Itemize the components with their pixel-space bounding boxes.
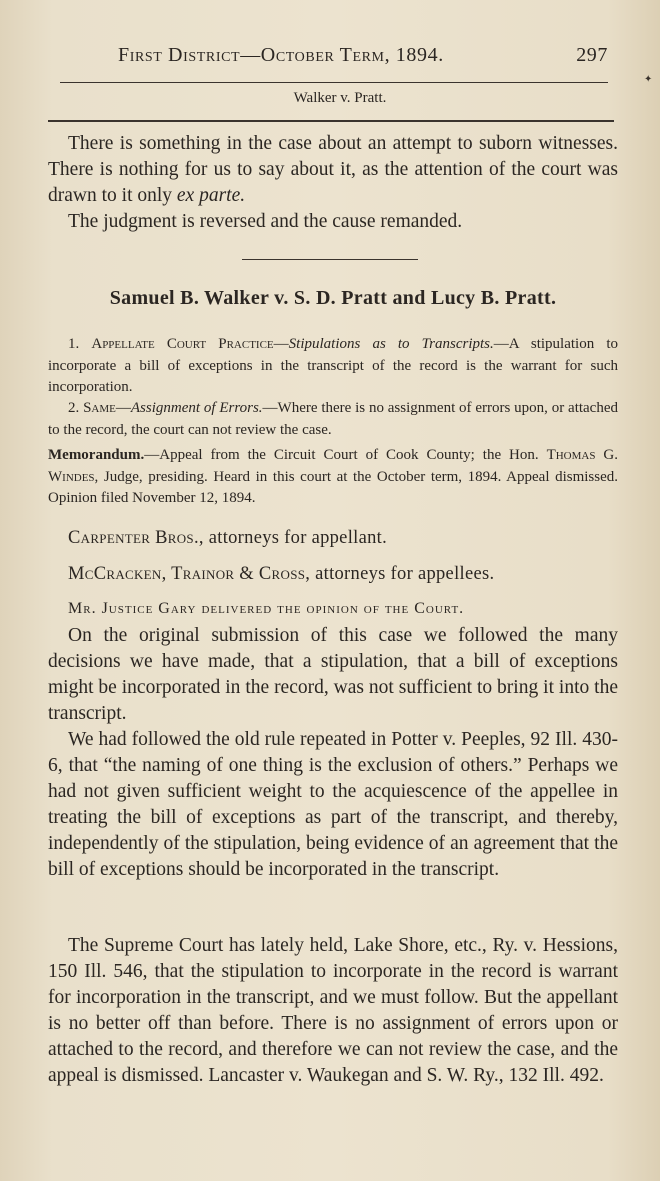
section-divider: [242, 259, 418, 260]
headnote-2: [48, 398, 618, 441]
prior-opinion-italic: ex parte.: [176, 185, 246, 206]
judgment-paragraph: The judgment is reversed and the cause remanded.: [68, 211, 463, 232]
headnote-topic: Same—: [83, 400, 131, 416]
memorandum: [48, 445, 618, 510]
header-rule-bottom: [48, 120, 614, 122]
page-number: 297: [576, 44, 608, 66]
case-title: Samuel B. Walker v. S. D. Pratt and Lucy B. Pratt.: [109, 287, 557, 309]
headnote-text: —A stipulation to incorporate a bill of exceptions in the transcript of the record is the warrant for such incorporation.: [48, 336, 618, 395]
headnote-1: [48, 334, 618, 399]
judge-name: Thomas G. Windes: [48, 447, 618, 485]
case-subhead: Walker v. Pratt.: [293, 90, 387, 106]
opinion-heading: Mr. Justice Gary delivered the opinion of the Court.: [68, 600, 465, 617]
opinion-paragraph-2: We had followed the old rule repeated in Potter v. Peeples, 92 Ill. 430-6, that “the naming of one thing is the exclusion of others.” Perhaps we had not given sufficient weight to the acquiescence of the appellee in treating the bill of exceptions as part of the transcript, and thereby, independently of the stipulation, being evidence of an agreement that the bill of exceptions should be incorporated in the transcript.: [48, 729, 618, 880]
headnote-topic-italic: Stipulations as to Transcripts.: [288, 336, 494, 352]
headnote-text: —Where there is no assignment of errors upon, or attached to the record, the court can not review the case.: [48, 400, 619, 438]
headnote-topic-italic: Assignment of Errors.: [130, 400, 263, 416]
header-rule-top: [60, 82, 608, 83]
prior-opinion-paragraph: [48, 131, 618, 209]
prior-opinion-text: There is something in the case about an attempt to suborn witnesses. There is nothing for us to say about it, as the attention of the court was drawn to it only: [48, 133, 618, 206]
opinion-paragraph-1: On the original submission of this case we followed the many decisions we have made, that a stipulation, that a bill of exceptions might be incorporated in the record, was not sufficient to bring it into the transcript.: [48, 625, 618, 724]
margin-mark: ✦: [644, 74, 653, 85]
appellee-firm: McCracken, Trainor & Cross: [68, 564, 306, 584]
running-title: First District—October Term, 1894.: [118, 44, 444, 66]
running-head: [118, 44, 608, 67]
appellee-role: , attorneys for appellees.: [305, 564, 495, 584]
opinion-paragraph-3: The Supreme Court has lately held, Lake Shore, etc., Ry. v. Hessions, 150 Ill. 546, that the stipulation to incorporate in the record is warrant for incorporation in the transcript, and we must follow. But the appellant is no better off than before. There is no assignment of errors upon or attached to the record, and therefore we can not review the case, and the appeal is dismissed. Lancaster v. Waukegan and S. W. Ry., 132 Ill. 492.: [48, 935, 618, 1086]
memorandum-text: —Appeal from the Circuit Court of Cook County; the Hon.: [144, 447, 547, 463]
headnote-topic: Appellate Court Practice—: [91, 336, 289, 352]
memorandum-label: Memorandum.: [48, 447, 145, 463]
memorandum-text-end: , Judge, presiding. Heard in this court at the October term, 1894. Appeal dismissed. Opinion filed November 12, 1894.: [48, 468, 618, 506]
headnote-number: 1.: [68, 336, 80, 352]
appellant-attorneys: [68, 528, 628, 549]
appellant-firm: Carpenter Bros.: [68, 528, 199, 548]
appellant-role: , attorneys for appellant.: [198, 528, 388, 548]
appellee-attorneys: [68, 564, 628, 585]
headnote-number: 2.: [68, 400, 80, 416]
